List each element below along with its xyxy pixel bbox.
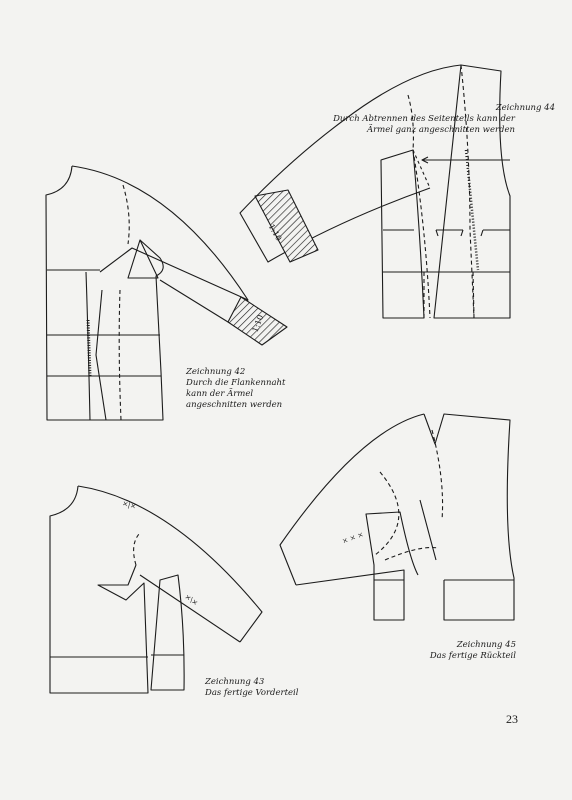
- drawing-43: [50, 486, 262, 693]
- caption-44-text: [140, 114, 515, 136]
- caption-42-line2: kann der Ärmel: [186, 389, 254, 399]
- caption-45-title: Zeichnung 45: [456, 640, 516, 650]
- caption-43: [205, 677, 298, 699]
- caption-44-line1: Durch Abtrennen des Seitenteils kann der: [333, 114, 515, 124]
- caption-42-line1: Durch die Flankennaht: [186, 378, 286, 388]
- caption-44: [253, 103, 555, 114]
- caption-42-line3: angeschnitten werden: [186, 400, 283, 410]
- mark-43-b: ×\×: [183, 592, 200, 608]
- caption-43-title: Zeichnung 43: [205, 677, 265, 687]
- mark-43-a: ×|×: [121, 499, 138, 511]
- mark-42: 1:10: [250, 313, 266, 334]
- caption-42-title: Zeichnung 42: [186, 367, 246, 377]
- caption-44-title: Zeichnung 44: [495, 103, 555, 113]
- caption-44-line2: Ärmel ganz angeschnitten werden: [366, 125, 515, 135]
- caption-45-line1: Das fertige Rückteil: [429, 651, 516, 661]
- caption-43-line1: Das fertige Vorderteil: [205, 688, 299, 698]
- mark-45: × × ×: [341, 530, 365, 546]
- page-number: 23: [506, 712, 518, 726]
- caption-42: [186, 367, 285, 411]
- caption-45: [426, 640, 516, 662]
- mark-44: 1:10: [266, 222, 284, 243]
- drawing-45: [280, 414, 514, 620]
